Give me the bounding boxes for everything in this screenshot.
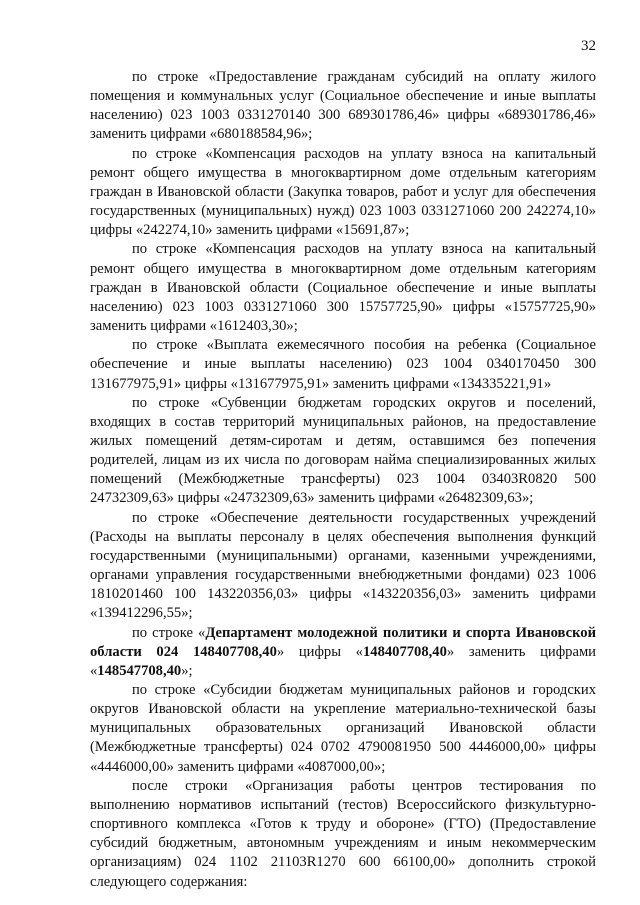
paragraph-capital-repair-social: по строке «Компенсация расходов на уплату взноса на капитальный ремонт общего имущества в многоквартирном доме отдельным категориям граждан в Ивановской области (Социальное обеспечение и иные выплаты населению) 023 1003 0331271060 300 15757725,90» цифры «15757725,90» заменить цифрами «1612403,30»;: [90, 241, 596, 335]
new-amount-bold: 148547708,40: [97, 662, 182, 679]
paragraph-education-subsidies: по строке «Субсидии бюджетам муниципальных районов и городских округов Ивановской области на укрепление материально-технической базы муниципальных образовательных организаций Ивановской области (Межбюджетные трансферты) 024 0702 4790081950 500 4446000,00» цифры «4446000,00» заменить цифрами «4087000,00»;: [90, 682, 596, 775]
paragraph-housing-subsidies: по строке «Предоставление гражданам субсидий на оплату жилого помещения и коммунальных услуг (Социальное обеспечение и иные выплаты населению) 023 1003 0331270140 300 689301786,46» цифры «689301786,46» заменить цифрами «680188584,96»;: [90, 69, 596, 143]
paragraph-state-institutions: по строке «Обеспечение деятельности государственных учреждений (Расходы на выплаты персоналу в целях обеспечения выполнения функций государственными (муниципальными) органами, казенными учреждениями, органами управления государственными внебюджетными фондами) 023 1006 1810201460 100 143220356,03» цифры «143220356,03» заменить цифрами «139412296,55»;: [90, 509, 596, 622]
paragraph-capital-repair-procurement: по строке «Компенсация расходов на уплату взноса на капитальный ремонт общего имущества в многоквартирном доме отдельным категориям граждан в Ивановской области (Закупка товаров, работ и услуг для обеспечения государственных (муниципальных) нужд) 023 1003 0331271060 200 242274,10» цифры «242274,10» заменить цифрами «15691,87»;: [90, 145, 596, 239]
text-segment: » цифры «: [276, 643, 363, 660]
text-segment: » заменить цифрами «: [90, 643, 596, 679]
department-name-bold: Департамент молодежной политики и спорта Ивановской области 024 148407708,40: [90, 624, 596, 660]
document-body: [90, 68, 596, 892]
paragraph-youth-sport-department: [90, 624, 596, 681]
paragraph-child-allowance: по строке «Выплата ежемесячного пособия на ребенка (Социальное обеспечение и иные выплаты населению) 023 1004 0340170450 300 131677975,91» цифры «131677975,91» заменить цифрами «134335221,91»: [90, 337, 596, 392]
old-amount-bold: 148407708,40: [362, 643, 447, 660]
text-segment: »;: [181, 662, 193, 679]
page-number: 32: [581, 38, 596, 54]
paragraph-orphan-housing: по строке «Субвенции бюджетам городских округов и поселений, входящих в состав территорий муниципальных районов, на предоставление жилых помещений детям-сиротам и детям, оставшимся без попечения родителей, лицам из их числа по договорам найма специализированных жилых помещений (Межбюджетные трансферты) 023 1004 03403R0820 500 24732309,63» цифры «24732309,63» заменить цифрами «26482309,63»;: [90, 394, 596, 507]
text-segment: по строке «: [132, 624, 206, 641]
paragraph-gto-testing: после строки «Организация работы центров тестирования по выполнению нормативов испытаний (тестов) Всероссийского физкультурно-спортивного комплекса «Готов к труду и обороне» (ГТО) (Предоставление субсидий бюджетным, автономным учреждениям и иным некоммерческим организациям) 024 1102 21103R1270 600 66100,00» дополнить строкой следующего содержания:: [90, 777, 596, 890]
